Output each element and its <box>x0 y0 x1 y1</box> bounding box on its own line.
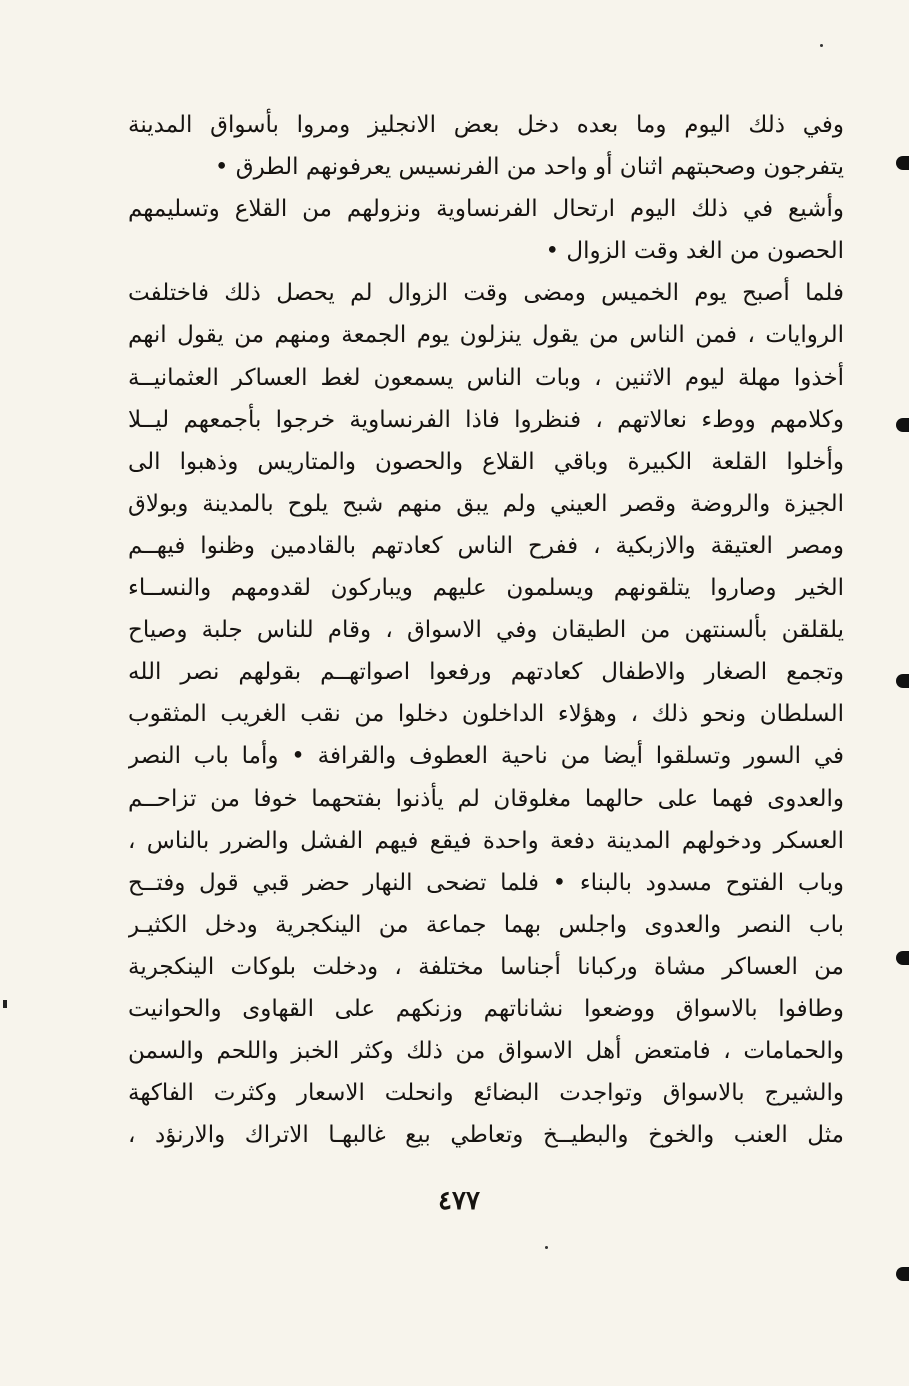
text-line: والعدوى فهما على حالهما مغلوقان لم يأذنوا بفتحهما خوفا من تزاحــم <box>128 785 844 812</box>
binding-mark <box>896 156 909 170</box>
text-line: وباب الفتوح مسدود بالبناء • فلما تضحى النهار حضر قبي قول وفتــح <box>128 869 844 896</box>
text-line: أخذوا مهلة ليوم الاثنين ، وبات الناس يسمعون لغط العساكر العثمانيــة <box>128 364 844 391</box>
text-line: والحمامات ، فامتعض أهل الاسواق من ذلك وكثر الخبز واللحم والسمن <box>128 1038 844 1065</box>
text-line: وأخلوا القلعة الكبيرة وباقي القلاع والحصون والمتاريس وذهبوا الى <box>128 448 844 475</box>
text-line: وتجمع الصغار والاطفال كعادتهم ورفعوا اصواتهــم بقولهم نصر الله <box>128 659 844 686</box>
text-line: الحصون من الغد وقت الزوال • <box>545 238 844 265</box>
text-line: وفي ذلك اليوم وما بعده دخل بعض الانجليز ومروا بأسواق المدينة <box>128 112 844 138</box>
scan-speck <box>3 1000 7 1008</box>
body-text <box>128 104 844 1156</box>
text-line: وكلامهم ووطء نعالاتهم ، فنظروا فاذا الفرنساوية خرجوا بأجمعهم ليــلا <box>128 406 844 433</box>
page-number: ٤٧٧ <box>438 1186 480 1216</box>
scan-speck <box>820 44 823 47</box>
text-line: الجيزة والروضة وقصر العيني ولم يبق منهم شبح يلوح بالمدينة وبولاق <box>128 490 844 517</box>
binding-mark <box>896 951 909 965</box>
text-line: مثل العنب والخوخ والبطيــخ وتعاطي بيع غالبهـا الاتراك والارنؤد ، <box>128 1122 844 1149</box>
text-line: يلقلقن بألسنتهن من الطيقان وفي الاسواق ، وقام للناس جلبة وصياح <box>128 617 844 644</box>
text-line: السلطان ونحو ذلك ، وهؤلاء الداخلون دخلوا من نقب الغريب المثقوب <box>128 701 844 728</box>
binding-mark <box>896 418 909 432</box>
text-line: الروايات ، فمن الناس من يقول ينزلون يوم الجمعة ومنهم من يقول انهم <box>128 322 844 349</box>
text-line: يتفرجون وصحبتهم اثنان أو واحد من الفرنسيس يعرفونهم الطرق • <box>214 154 844 181</box>
text-line: الخير وصاروا يتلقونهم ويسلمون عليهم ويباركون لقدومهم والنســاء <box>128 575 844 602</box>
text-line: فلما أصبح يوم الخميس ومضى وقت الزوال لم يحصل ذلك فاختلفت <box>128 280 844 307</box>
text-line: باب النصر والعدوى واجلس بهما جماعة من الينكجرية ودخل الكثيـر <box>128 911 844 938</box>
text-line: العسكر ودخولهم المدينة دفعة واحدة فيقع فيهم الفشل والضرر بالناس ، <box>128 827 844 854</box>
text-line: من العساكر مشاة وركبانا أجناسا مختلفة ، ودخلت بلوكات الينكجرية <box>128 953 844 980</box>
binding-mark <box>896 1267 909 1281</box>
text-line: وأشيع في ذلك اليوم ارتحال الفرنساوية ونزولهم من القلاع وتسليمهم <box>128 196 844 223</box>
scan-speck <box>545 1246 548 1249</box>
text-line: وطافوا بالاسواق ووضعوا نشاناتهم وزنكهم على القهاوى والحوانيت <box>128 995 844 1022</box>
text-line: والشيرج بالاسواق وتواجدت البضائع وانحلت الاسعار وكثرت الفاكهة <box>128 1080 844 1107</box>
binding-mark <box>896 674 909 688</box>
text-line: ومصر العتيقة والازبكية ، ففرح الناس كعادتهم بالقادمين وظنوا فيهــم <box>128 532 844 559</box>
text-line: في السور وتسلقوا أيضا من ناحية العطوف والقرافة • وأما باب النصر <box>128 743 844 770</box>
